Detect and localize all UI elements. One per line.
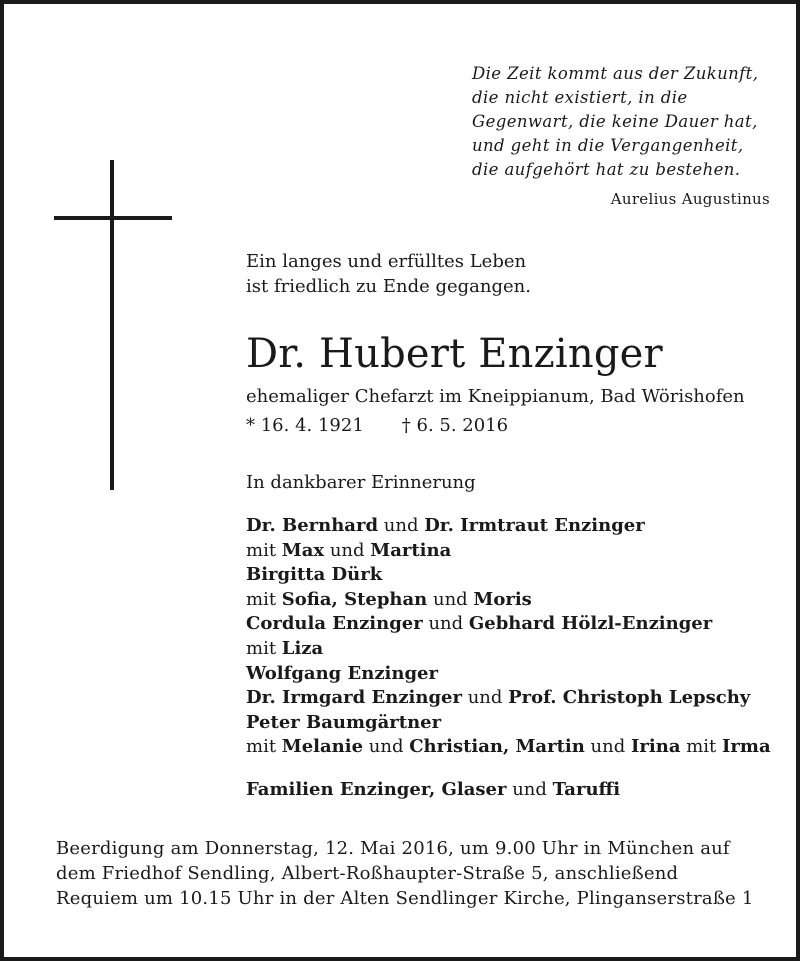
cross-icon-crossbar [54, 216, 172, 220]
quote-line: die nicht existiert, in die [472, 88, 688, 107]
family-connector: und [422, 613, 469, 635]
cross-icon [110, 160, 114, 490]
intro-line: Ein langes und erfülltes Leben [246, 251, 527, 272]
family-connector: mit [246, 539, 282, 561]
quote-line: Die Zeit kommt aus der Zukunft, [472, 64, 759, 83]
funeral-details [56, 836, 753, 911]
quote-line: die aufgehört hat zu bestehen. [472, 160, 741, 179]
family-name: Irina [630, 736, 681, 758]
family-row [246, 612, 771, 637]
funeral-line: Beerdigung am Donnerstag, 12. Mai 2016, um 9.00 Uhr in München auf [56, 838, 730, 859]
family-name: Wolfgang Enzinger [246, 662, 438, 684]
family-name: Birgitta Dürk [246, 564, 383, 586]
family-name: Christian, Martin [409, 736, 585, 758]
death-date: † 6. 5. 2016 [401, 415, 509, 436]
family-row [246, 735, 771, 760]
family-row [246, 711, 771, 736]
family-connector: mit [246, 588, 282, 610]
family-row [246, 637, 771, 662]
family-name: Martina [370, 539, 452, 561]
family-row [246, 588, 771, 613]
quote-line: und geht in die Vergangenheit, [472, 136, 744, 155]
family-connector: und [427, 588, 474, 610]
family-connector: und [363, 736, 410, 758]
family-row [246, 539, 771, 564]
family-name: Irma [722, 736, 771, 758]
family-connector: und [506, 779, 553, 800]
family-name: Prof. Christoph Lepschy [508, 687, 751, 709]
family-name: Moris [473, 588, 532, 610]
family-name: Dr. Irmtraut Enzinger [424, 515, 645, 536]
family-row [246, 662, 771, 687]
deceased-occupation: ehemaliger Chefarzt im Kneippianum, Bad Wörishofen [246, 386, 745, 407]
funeral-line: dem Friedhof Sendling, Albert-Roßhaupter-Straße 5, anschließend [56, 863, 679, 884]
family-name: Peter Baumgärtner [246, 711, 442, 733]
family-name: Melanie [281, 736, 364, 758]
family-connector: mit [246, 736, 282, 758]
intro-line: ist friedlich zu Ende gegangen. [246, 276, 531, 297]
quote-author: Aurelius Augustinus [610, 190, 770, 208]
deceased-name: Dr. Hubert Enzinger [246, 331, 663, 377]
birth-date: * 16. 4. 1921 [246, 415, 364, 436]
family-name: Max [281, 539, 325, 561]
family-name: Liza [281, 637, 324, 659]
family-name: Cordula Enzinger [246, 613, 423, 635]
family-connector: und [461, 687, 509, 709]
family-name: Dr. Irmgard Enzinger [246, 687, 462, 709]
extended-families [246, 777, 620, 802]
family-name: Gebhard Hölzl-Enzinger [468, 613, 713, 635]
family-name: Familien Enzinger, Glaser [246, 779, 507, 800]
life-dates [246, 413, 508, 438]
intro-text [246, 249, 531, 299]
family-name: Dr. Bernhard [246, 515, 379, 536]
quote [472, 62, 772, 182]
family-row [246, 514, 771, 539]
family-connector: und [378, 515, 425, 536]
memory-line: In dankbarer Erinnerung [246, 472, 476, 493]
family-connector: mit [680, 736, 722, 758]
family-connector: und [324, 539, 371, 561]
family-name: Taruffi [552, 779, 621, 800]
family-row [246, 563, 771, 588]
family-list [246, 514, 771, 760]
family-row [246, 686, 771, 711]
family-name: Sofia, Stephan [281, 588, 428, 610]
quote-line: Gegenwart, die keine Dauer hat, [472, 112, 758, 131]
funeral-line: Requiem um 10.15 Uhr in der Alten Sendlinger Kirche, Plinganserstraße 1 [56, 888, 754, 909]
family-connector: und [584, 736, 631, 758]
family-connector: mit [246, 637, 282, 659]
